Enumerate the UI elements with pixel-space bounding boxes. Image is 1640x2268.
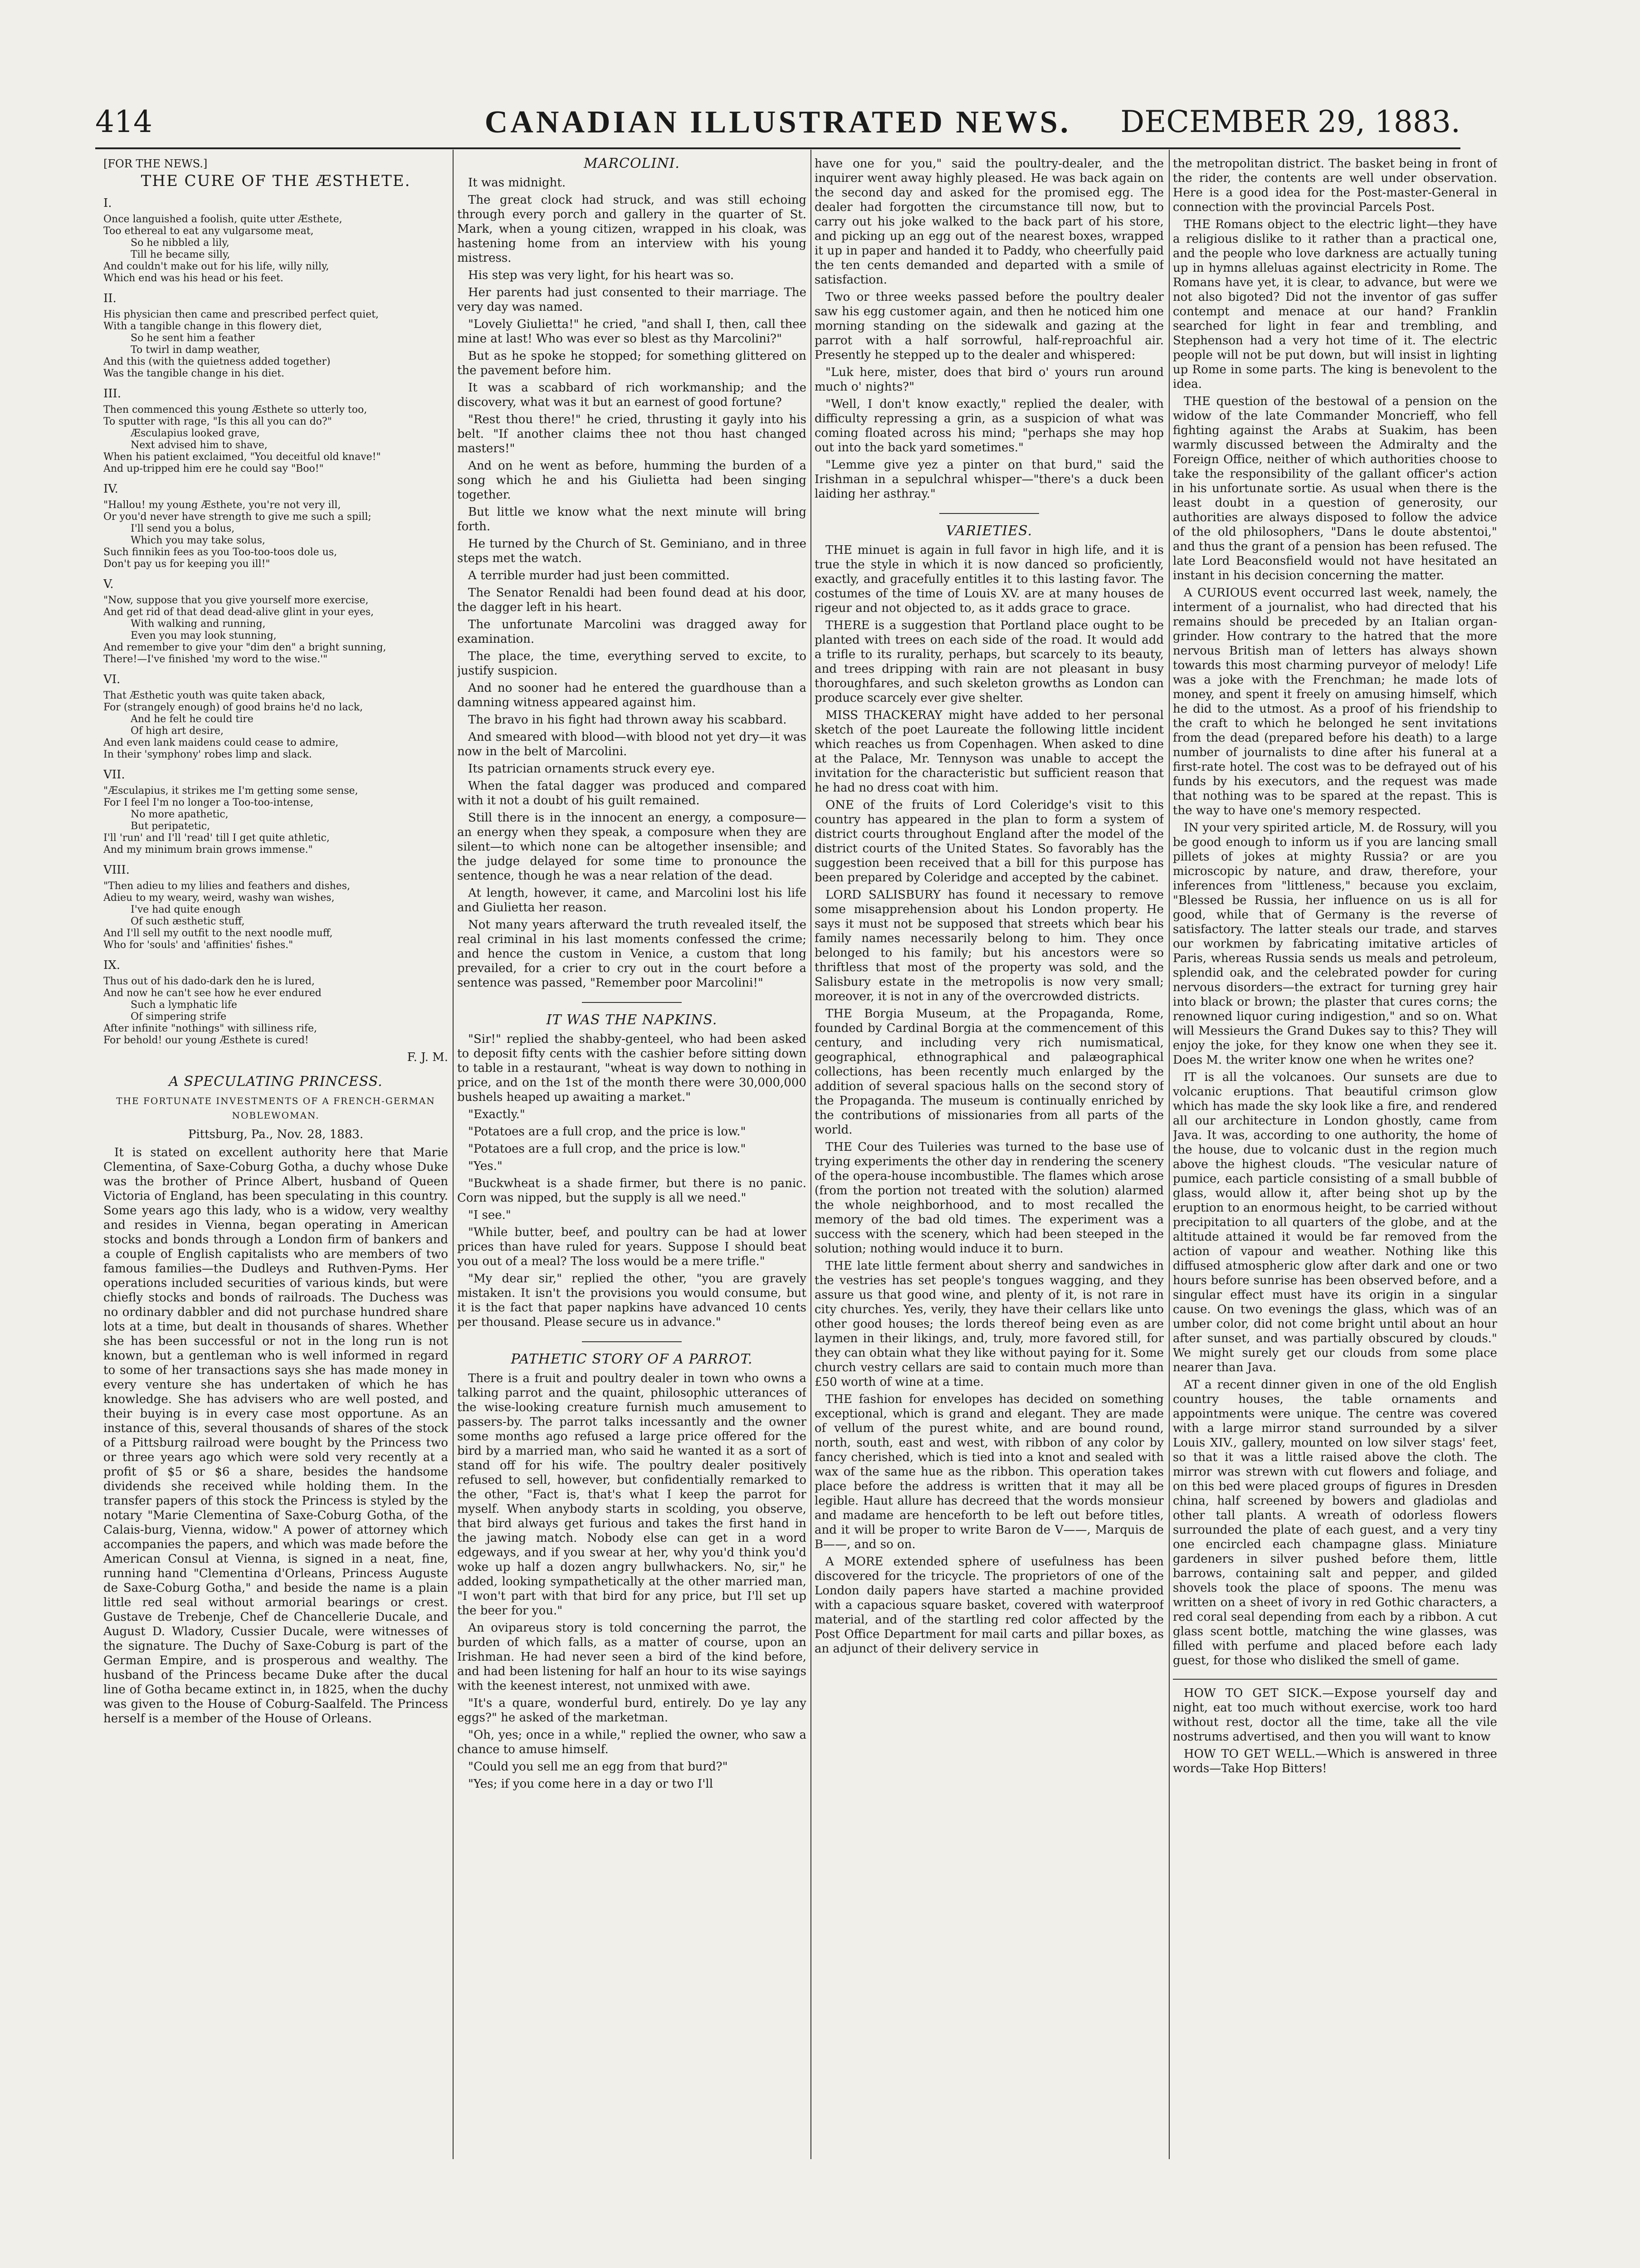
paragraph: ONE of the fruits of Lord Coleridge's visit to this country has appeared in the plan to form a system of district courts throughout England after the model of the district courts of the United States. So favorably has the suggestion been received that a bill for this purpose has been prepared by Coleridge and accepted by the cabinet. — [815, 798, 1164, 885]
paragraph: It is stated on excellent authority here that Marie Clementina, of Saxe-Coburg Gotha, a duchy whose Duke was the brother of Prince Albert, husband of Queen Victoria of England, has been speculating in this country. Some years ago this lady, who is a widow, very wealthy and resides in Vienna, began operating in American stocks and bonds through a London firm of bankers and a couple of English capitalists who are members of two famous families—the Dudleys and Ruthven-Pyms. Her operations included securities of various kinds, but were chiefly stocks and bonds of railroads. The Duchess was no ordinary dabbler and did not purchase hundred share lots at a time, but dealt in thousands of shares. Whether she has been successful or not in the long run is not known, but a gentleman who is well informed in regard to some of her transactions says she has made money in every venture she has undertaken of which he has knowledge. She has advisers who are well posted, and their buying is in every case most opportune. As an instance of this, several thousands of shares of the stock of a Pittsburg railroad were bought by the Princess two or three years ago which were sold very recently at a profit of $5 or $6 a share, besides the handsome dividends she received while holding them. In the transfer papers of this stock the Princess is styled by the notary "Marie Clementina of Saxe-Coburg Gotha, of the Calais-burg, Vienna, widow." A power of attorney which accompanies the papers, and which was made before the American Consul at Vienna, is signed in a neat, fine, running hand "Clementina d'Orleans, Princess Auguste de Saxe-Coburg Gotha," and beside the name is a plain little red seal without armorial bearings or crest. Gustave de Trebenje, Chef de Chancellerie Ducale, and August D. Wladory, Cussier Ducale, were witnesses of the signature. The Duchy of Saxe-Coburg is part of the German Empire, and is prosperous and wealthy. The husband of the Princess became Duke after the ducal line of Gotha became extinct in, in 1825, when the duchy was given to the House of Coburg-Saalfeld. The Princess herself is a member of the House of Orleans. — [103, 1146, 448, 1725]
verse-line: There!—I've finished 'my word to the wise.'" — [103, 654, 328, 665]
verse-line: Such a lymphatic life — [131, 999, 237, 1011]
paragraph: "I see." — [468, 1208, 511, 1222]
paragraph: It was midnight. — [468, 176, 566, 190]
advertisement-notice — [1173, 1679, 1497, 1776]
paragraph: "Luk here, mister, does that bird o' yours run around much o' nights?" — [815, 366, 1164, 394]
paragraph: "Lovely Giulietta!" he cried, "and shall I, then, call thee mine at last! Who was ever so blest as thy Marcolini?" — [457, 318, 806, 346]
paragraph: And on he went as before, humming the burden of a song which he and his Giulietta had been singing together. — [457, 459, 806, 502]
verse-line: Then commenced this young Æsthete so utterly too, — [103, 404, 367, 415]
article-title: PATHETIC STORY OF A PARROT. — [511, 1351, 753, 1367]
verse-line: And even lank maidens could cease to admire, — [103, 737, 339, 748]
paragraph: Still there is in the innocent an energy, a composure—an energy when they speak, a composure when they are silent—to which none can be altogether insensible; and the judge delayed for some time to pronounce the sentence, though he was a near relation of the dead. — [457, 811, 806, 883]
paragraph: LORD SALISBURY has found it necessary to remove some misapprehension about his London property. He says it must not be supposed that streets which bear his family names necessarily belong to him. They once belonged to his family; but his ancestors were so thriftless that most of the property was sold, and the Salisbury estate in the metropolis is now very small; moreover, it is not in any of the overcrowded districts. — [815, 888, 1164, 1003]
paragraph: But little we know what the next minute will bring forth. — [457, 505, 806, 533]
article-body — [103, 1145, 448, 1726]
verse-line: And couldn't make out for his life, willy nilly, — [103, 261, 329, 272]
verse-line: With walking and running, — [131, 618, 266, 630]
paragraph: The Senator Renaldi had been found dead at his door, the dagger left in his heart. — [457, 586, 806, 614]
stanza-number: IV. — [103, 482, 118, 496]
verse-line: And remember to give your "dim den" a bright sunning, — [103, 642, 386, 653]
verse-line: Thus out of his dado-dark den he is lured, — [103, 976, 315, 987]
paragraph: have one for you," said the poultry-dealer, and the inquirer went away highly pleased. He was back again on the second day and asked for the promised egg. The dealer had forgotten the circumstance till now, but to carry out his joke walked to the back part of his store, and picking up an egg out of the nearest boxes, wrapped it up in paper and handed it to Paddy, who cheerfully paid the ten cents demanded and departed with a smile of satisfaction. — [815, 157, 1164, 287]
paragraph: the metropolitan district. The basket being in front of the rider, the contents are well under observation. Here is a good idea for the Post-master-General in connection with the provincial Parcels Post. — [1173, 157, 1497, 214]
verse-line: Such finnikin fees as you Too-too-toos dole us, — [103, 547, 337, 558]
paragraph: His step was very light, for his heart was so. — [468, 269, 734, 282]
article-body — [457, 1032, 806, 1330]
article-body — [457, 176, 806, 990]
verse-line: No more apathetic, — [131, 809, 229, 820]
paragraph: THE Romans object to the electric light—they have a religious dislike to it rather than a practical one, and the people who love darkness are actually tuning up in hymns alleluas against electricity in Rome. The Romans have yet, it is clear, to advance, but were we not also bigoted? Did not the inventor of gas suffer contempt and menace at our hand? Franklin searched for light in fear and trembling, and Stephenson had a very hot time of it. The electric people will not be put down, but will insist in lighting up Rome in some parts. The king is benevolent to the idea. — [1173, 218, 1497, 391]
paragraph: THE Cour des Tuileries was turned to the base use of trying experiments the other day in rendering the scenery of the opera-house incombustible. The flames which arose (from the portion not treated with the solution) alarmed the whole neighborhood, and to most recalled the memory of the bad old times. The experiment was a success with the scenery, which had been steeped in the solution; nothing would induce it to burn. — [815, 1140, 1164, 1256]
verse-line: Of such æsthetic stuff, — [131, 916, 245, 927]
paragraph: THE late little ferment about sherry and sandwiches in the vestries has set people's tongues wagging, and they assure us that good wine, and plenty of it, is not rare in city churches. Yes, verily, they have their cellars like unto other good houses; the lords thereof being even as are laymen in their likings, and, truly, more favored still, for they can obtain what they like without paying for it. Some church vestry cellars are said to contain much more than £50 worth of wine at a time. — [815, 1259, 1164, 1389]
article-dateline: Pittsburg, Pa., Nov. 28, 1883. — [188, 1128, 364, 1141]
article-subtitle: THE FORTUNATE INVESTMENTS OF A FRENCH-GERMAN NOBLEWOMAN. — [116, 1095, 435, 1121]
verse-line: When his patient exclaimed, "You deceitful old knave!" — [103, 451, 381, 463]
verse-line: And I'll sell my outfit to the next noodle muff, — [103, 928, 333, 939]
verse-line: For behold! our young Æsthete is cured! — [103, 1035, 309, 1046]
article-body — [457, 1371, 806, 1791]
verse-line: "Then adieu to my lilies and feathers and dishes, — [103, 880, 351, 892]
stanza-number: VIII. — [103, 863, 130, 877]
paragraph: There is a fruit and poultry dealer in town who owns a talking parrot and the quaint, philosophic utterances of the wise-looking creature furnish much amusement to passers-by. The parrot talks incessantly and the owner some months ago refused a large price offered for the bird by a married man, who said he wanted it as a sort of stand off for his wife. The poultry dealer positively refused to sell, however, but confidentially remarked to the other, "Fact is, that's what I keep the parrot for myself. When anybody starts in scolding, you observe, that bird always get furious and takes the first hand in the jawing match. Nobody else can get in a word edgeways, and if you swear at her, why you'd think you'd woke up half a dozen angry bullwhackers. No, sir," he added, looking sympathetically at the other married man, "I won't part with that bird for any price, but I'll set up the beer for you." — [457, 1372, 806, 1618]
paragraph: At length, however, it came, and Marcolini lost his life and Giulietta her reason. — [457, 886, 806, 914]
paragraph: "Potatoes are a full crop, and the price is low." — [468, 1142, 746, 1156]
paragraph: "Exactly." — [468, 1108, 525, 1121]
verse-line: And now he can't see how he ever endured — [103, 987, 322, 999]
verse-line: I'll 'run' and I'll 'read' till I get quite athletic, — [103, 832, 330, 844]
paragraph: When the fatal dagger was produced and compared with it not a doubt of his guilt remained. — [457, 779, 806, 807]
verse-line: I'll send you a bolus, — [131, 523, 235, 534]
paragraph: Not many years afterward the truth revealed itself, the real criminal in his last moments confessed the crime; and hence the custom in Venice, a custom that long prevailed, for a crier to cry out in the court before a sentence was passed, "Remember poor Marcolini!" — [457, 918, 806, 990]
verse-line: Of simpering strife — [131, 1011, 227, 1022]
paragraph: A CURIOUS event occurred last week, namely, the interment of a journalist, who had directed that his remains should be preceded by an Italian organ-grinder. How contrary to the hatred that the more nervous British man of letters has always shown towards this most charming purveyor of melody! Life was a joke with the Frenchman; he made lots of money, and spent it freely on amusing himself, which he did to the utmost. As a proof of his friendship to the craft to which he belonged he sent invitations from the dead (prepared before his death) to a large number of journalists to dine after his funeral at a first-rate hotel. The cost was to be defrayed out of his funds by his executors, and the request was made that nothing was to be spared at the repast. This is the way to have one's memory respected. — [1173, 586, 1497, 817]
verse-line: To sputter with rage, "Is this all you can do?" — [103, 416, 332, 427]
paragraph: "Could you sell me an egg from that burd?" — [468, 1760, 728, 1774]
paragraph: "Rest thou there!" he cried, thrusting it gayly into his belt. "If another claims thee not thou hast changed masters!" — [457, 413, 806, 455]
verse-line: "Hallou! my young Æsthete, you're not very ill, — [103, 499, 341, 511]
paragraph: Two or three weeks passed before the poultry dealer saw his egg customer again, and then he noticed him one morning standing on the sidewalk and gazing at the parrot with a half sorrowful, half-reproachful air. Presently he stepped up to the dealer and whispered: — [815, 290, 1164, 362]
paragraph: The great clock had struck, and was still echoing through every porch and gallery in the quarter of St. Mark, when a young citizen, wrapped in his cloak, was hastening home from an interview with his young mistress. — [457, 193, 806, 265]
paragraph: "Well, I don't know exactly," replied the dealer, with difficulty repressing a grin, as a suspicion of what was coming floated across his mind; "perhaps she may hop out into the back yard sometimes." — [815, 397, 1164, 455]
article-title: VARIETIES. — [946, 523, 1033, 539]
column-1 — [103, 156, 448, 2161]
paragraph: IT is all the volcanoes. Our sunsets are due to volcanic eruptions. That beautiful crimson glow which has made the sky look like a fire, and rendered all our architecture in London ghostly, came from Java. It was, according to one authority, the home of the house, due to volcanic dust in the region much above the highest clouds. "The vesicular nature of pumice, each particle consisting of a small bubble of glass, would allow it, after being shot up by the eruption to an enormous height, to be carried without precipitation to all quarters of the globe, and at the altitude attained it would be far removed from the action of vapour and weather. Nothing like this diffused atmospheric glow after dark and one or two hours before sunrise has been observed before, and a singular effect must have its origin in a singular cause. On two evenings the glass, which was of an umber color, did not come bright until about an hour after sunset, and was partially obscured by clouds." We might surely get our clouds from some place nearer than Java. — [1173, 1070, 1497, 1374]
verse-line: I've had quite enough — [131, 904, 241, 915]
verse-line: Who for 'souls' and 'affinities' fishes." — [103, 939, 293, 951]
paragraph: Its patrician ornaments struck every eye. — [468, 762, 715, 776]
paragraph: "My dear sir," replied the other, "you are gravely mistaken. It isn't the provisions you would consume, but it is the fact that paper napkins have advanced 10 cents per thousand. Please secure us in advance." — [457, 1272, 806, 1329]
paragraph: He turned by the Church of St. Geminiano, and in three steps met the watch. — [457, 537, 806, 565]
page-number: 414 — [95, 104, 152, 139]
paragraph: HOW TO GET SICK.—Expose yourself day and night, eat too much without exercise, work too hard without rest, doctor all the time, take all the vile nostrums advertised, and then you will want to know — [1173, 1686, 1497, 1744]
section-rule — [582, 1002, 682, 1003]
paragraph: The place, the time, everything served to excite, to justify suspicion. — [457, 650, 806, 678]
paragraph: It was a scabbard of rich workmanship; and the discovery, what was it but an earnest of good fortune? — [457, 381, 806, 409]
paragraph: "Yes." — [468, 1159, 503, 1173]
verse-line: To twirl in damp weather, — [131, 344, 260, 356]
paragraph: "Potatoes are a full crop, and the price is low." — [468, 1125, 746, 1139]
verse-line: And my minimum brain grows immense." — [103, 844, 313, 855]
verse-line: So he sent him a feather — [131, 332, 255, 344]
verse-line: For I feel I'm no longer a Too-too-intense, — [103, 797, 314, 808]
paragraph: HOW TO GET WELL.—Which is answered in three words—Take Hop Bitters! — [1173, 1747, 1497, 1775]
poem-signature: F. J. M. — [407, 1051, 448, 1064]
verse-line: "Now, suppose that you give yourself more exercise, — [103, 595, 369, 606]
paragraph: THE fashion for envelopes has decided on something exceptional, which is grand and elegant. They are made of vellum of the purest white, and are bound round, north, south, east and west, with ribbon of any color by fancy cherished, which is tied into a knot and sealed with wax of the same hue as the ribbon. This operation takes place before the address is written that it may all be legible. Haut allure has decreed that the words monsieur and madame are henceforth to be left out before titles, and it will be proper to write Baron de V——, Marquis de B——, and so on. — [815, 1393, 1164, 1551]
stanza-number: VI. — [103, 673, 121, 686]
stanza-number: IX. — [103, 958, 121, 972]
paragraph: THERE is a suggestion that Portland place ought to be planted with trees on each side of the road. It would add a trifle to its rurality, perhaps, but scarcely to its beauty, and trees dripping with rain are not pleasant in busy thoroughfares, and such skeleton growths as London can produce scarcely ever give shelter. — [815, 619, 1164, 705]
paragraph: THE Borgia Museum, at the Propaganda, Rome, founded by Cardinal Borgia at the commencement of this century, and including very rich numismatical, geographical, ethnographical and palæographical collections, has been recently much enlarged by the addition of several spacious halls on the second story of the Propaganda. The museum is continually enriched by the contributions of missionaries from all parts of the world. — [815, 1007, 1164, 1137]
column-4 — [1173, 156, 1497, 2166]
article-title: MARCOLINI. — [584, 156, 680, 171]
verse-line: That Æsthetic youth was quite taken aback, — [103, 690, 325, 701]
paragraph: "Oh, yes; once in a while," replied the owner, who saw a chance to amuse himself. — [457, 1728, 806, 1756]
article-body — [1173, 156, 1497, 1668]
article-title: A SPECULATING PRINCESS. — [169, 1074, 383, 1090]
verse-line: Was the tangible change in his diet. — [103, 368, 285, 379]
masthead — [95, 104, 1460, 154]
paragraph: AT a recent dinner given in one of the old English country houses, the table ornaments and appointments were unique. The centre was covered with a large mirror stand surrounded by a silver Louis XIV., gallery, mounted on low silver stags' feet, so that it was a little raised above the cloth. The mirror was strewn with cut flowers and foliage, and on this bed were placed groups of figures in Dresden china, half screened by bowers and gladiolas and other tall plants. A wreath of odorless flowers surrounded the plate of each guest, and a very tiny one encircled each champagne glass. Miniature gardeners in silver pushed before them, little barrows, containing salt and pepper, and gilded shovels took the place of spoons. The menu was written on a sheet of ivory in red Gothic characters, a red coral seal depending from each by a ribbon. A cut glass scent bottle, matching the wine glasses, was filled with perfume and placed before each lady guest, for those who disliked the smell of game. — [1173, 1378, 1497, 1667]
verse-line: "Æsculapius, it strikes me I'm getting some sense, — [103, 785, 358, 797]
paragraph: And smeared with blood—with blood not yet dry—it was now in the belt of Marcolini. — [457, 730, 806, 758]
paragraph: The unfortunate Marcolini was dragged away for examination. — [457, 618, 806, 646]
paragraph: "Sir!" replied the shabby-genteel, who had been asked to deposit fifty cents with the cashier before sitting down to table in a restaurant, "wheat is way down to nothing in price, and on the 1st of the month there were 30,000,000 bushels heaped up awaiting a market." — [457, 1032, 806, 1104]
paragraph: "It's a quare, wonderful burd, entirely. Do ye lay any eggs?" he asked of the marketman. — [457, 1696, 806, 1725]
verse-line: After infinite "nothings" with silliness rife, — [103, 1023, 317, 1034]
stanza-number: VII. — [103, 768, 125, 782]
masthead-rule — [95, 147, 1460, 149]
paragraph: The bravo in his fight had thrown away his scabbard. — [468, 713, 787, 727]
verse-line: Once languished a foolish, quite utter Æsthete, — [103, 214, 342, 225]
verse-line: Or you'd never have strength to give me such a spill; — [103, 511, 371, 523]
section-rule — [939, 513, 1039, 514]
paragraph: And no sooner had he entered the guardhouse than a damning witness appeared against him. — [457, 681, 806, 709]
stanza-number: I. — [103, 196, 112, 210]
column-3 — [815, 156, 1164, 2166]
verse-line: Too ethereal to eat any vulgarsome meat, — [103, 225, 314, 237]
paragraph: Her parents had just consented to their marriage. The very day was named. — [457, 286, 806, 314]
stanza-number: III. — [103, 387, 122, 401]
issue-date: DECEMBER 29, 1883. — [1120, 104, 1460, 139]
column-divider — [810, 150, 811, 2159]
poem-title: THE CURE OF THE ÆSTHETE. — [141, 172, 411, 190]
verse-line: Æsculapius looked grave, — [131, 428, 260, 439]
paragraph: "Buckwheat is a shade firmer, but there is no panic. Corn was nipped, but the supply is all we need." — [457, 1177, 806, 1205]
verse-line: Which you may take solus, — [131, 535, 265, 546]
poem-source: [FOR THE NEWS.] — [103, 157, 208, 170]
verse-line: Even you may look stunning, — [131, 630, 277, 641]
verse-line: His physician then came and prescribed perfect quiet, — [103, 309, 379, 320]
verse-line: Of high art desire, — [131, 725, 224, 737]
verse-line: In their 'symphony' robes limp and slack. — [103, 749, 312, 760]
stanza-number: II. — [103, 292, 117, 305]
article-body — [815, 543, 1164, 1656]
paragraph: A MORE extended sphere of usefulness has been discovered for the tricycle. The proprietors of one of the London daily papers have started a machine provided with a capacious square basket, covered with waterproof material, and of the startling red color affected by the Post Office Department for mail carts and pillar boxes, as an adjunct of their delivery service in — [815, 1555, 1164, 1656]
verse-line: Don't pay us for keeping you ill!" — [103, 558, 270, 570]
article-title: IT WAS THE NAPKINS. — [546, 1012, 718, 1028]
verse-line: With a tangible change in this flowery diet, — [103, 321, 322, 332]
stanza-number: V. — [103, 577, 114, 591]
paragraph: A terrible murder had just been committed. — [468, 569, 730, 582]
paragraph: "Yes; if you come here in a day or two I'll — [468, 1777, 713, 1791]
paragraph: MISS THACKERAY might have added to her personal sketch of the poet Laureate the following little incident which reaches us from Copenhagen. When asked to dine at the Palace, Mr. Tennyson was unable to accept the invitation for the characteristic but sufficient reason that he had no dress coat with him. — [815, 709, 1164, 795]
column-divider — [1169, 150, 1170, 2159]
paragraph: "Lemme give yez a pinter on that burd," said the Irishman in a sepulchral whisper—"there's a duck been laiding her asthray." — [815, 458, 1164, 501]
verse-line: And get rid of that dead dead-alive glint in your eyes, — [103, 606, 374, 618]
paragraph: "While butter, beef, and poultry can be had at lower prices than have ruled for years. Suppose I should beat you out of a meal? The loss would be a mere trifle." — [457, 1226, 806, 1268]
column-divider — [453, 150, 454, 2159]
verse-line: Which end was his head or his feet. — [103, 273, 283, 284]
verse-line: Next advised him to shave, — [131, 440, 268, 451]
verse-line: Adieu to my weary, weird, washy wan wishes, — [103, 892, 335, 904]
paragraph: THE minuet is again in full favor in high life, and it is true the style in which it is now danced so proficiently, exactly, and gracefully entitles it to this lasting favor. The costumes of the time of Louis XV. are at many houses de rigeur and not objected to, as it adds grace to grace. — [815, 543, 1164, 615]
verse-line: But peripatetic, — [131, 821, 210, 832]
column-2 — [457, 156, 806, 2166]
verse-line: For (strangely enough) of good brains he'd no lack, — [103, 702, 363, 713]
verse-line: Till he became silly, — [131, 249, 230, 260]
verse-line: And this (with the quietness added together) — [103, 356, 331, 367]
paragraph: An ovipareus story is told concerning the parrot, the burden of which falls, as a matter of course, upon an Irishman. He had never seen a bird of the kind before, and had been listening for half an hour to its wise sayings with the keenest interest, not unmixed with awe. — [457, 1621, 806, 1693]
verse-line: And he felt he could tire — [131, 714, 254, 725]
paragraph: IN your very spirited article, M. de Rossury, will you be good enough to inform us if you are lancing small pillets of jokes at mighty Russia? or are you microscopic by nature, and draw, therefore, your inferences from "littleness," because you exclaim, "Blessed be Russia, her influence on us is all for good, while that of Germany is the reverse of satisfactory. The latter steals our trade, and starves our workmen by fabricating imitative articles of Paris, whereas Russia sends us meals and petroleum, splendid oak, and the celebrated powder for curing nervous disorders—the extract for turning grey hair into black or brown; the plaster that cures corns; the renowned liquor curing indigestion," and so on. What will Messieurs the Grand Dukes say to this? They will enjoy the joke, for they know one when they see it. Does M. the writer know one when he writes one? — [1173, 821, 1497, 1067]
paragraph: But as he spoke he stopped; for something glittered on the pavement before him. — [457, 349, 806, 377]
poem-body — [103, 197, 448, 1046]
paragraph: THE question of the bestowal of a pension on the widow of the late Commander Moncrieff, who fell fighting against the Arabs at Suakim, has been warmly discussed between the Admiralty and the Foreign Office, neither of which authorities choose to take the responsibility of the gallant officer's action in his unfortunate sortie. As usual when there is the least doubt in a question of generosity, our authorities are always disposed to follow the advice of the old philosophers, "Dans le doute abstentoi," and thus the grant of a pension has been refused. The late Lord Beaconsfield would not have hesitated an instant in his decision concerning the matter. — [1173, 395, 1497, 582]
section-rule — [582, 1341, 682, 1342]
verse-line: And up-tripped him ere he could say "Boo!" — [103, 463, 324, 474]
verse-line: So he nibbled a lily, — [131, 237, 229, 249]
article-body — [815, 156, 1164, 501]
newspaper-title: CANADIAN ILLUSTRATED NEWS. — [484, 105, 1071, 140]
